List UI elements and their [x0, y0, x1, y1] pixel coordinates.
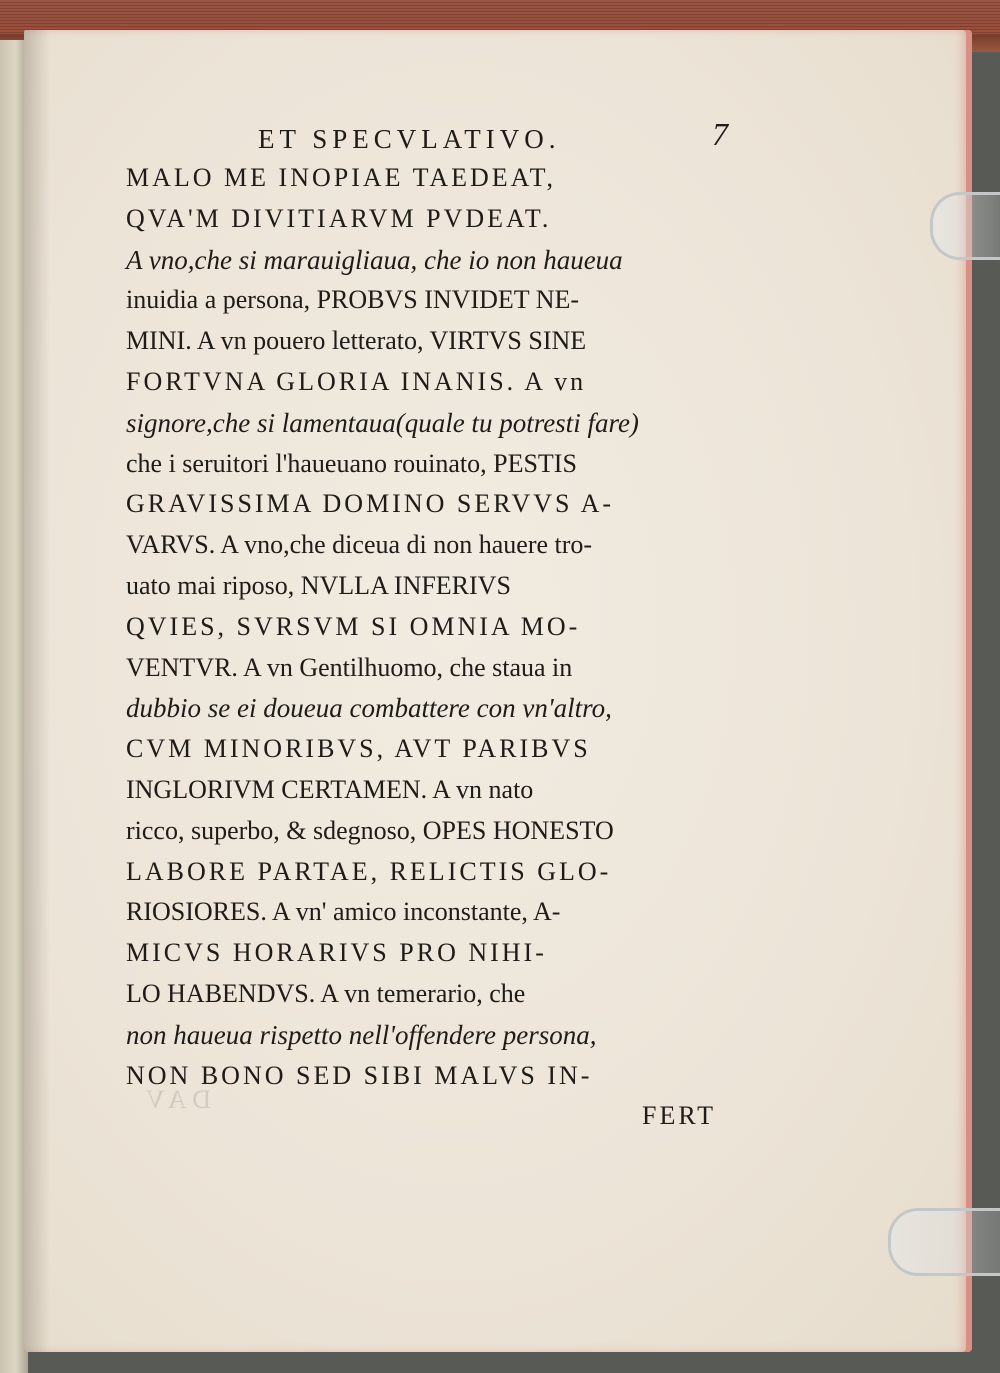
text-line: QVA'M DIVITIARVM PVDEAT.	[126, 203, 552, 233]
text-line: VENTVR. A vn Gentilhuomo, che staua in	[126, 652, 573, 682]
page-text-block	[126, 116, 746, 1137]
text-line: LABORE PARTAE, RELICTIS GLO-	[126, 856, 612, 886]
text-line: LO HABENDVS. A vn temerario, che	[126, 978, 526, 1008]
text-line: inuidia a persona, PROBVS INVIDET NE-	[126, 285, 580, 315]
page-gutter-shadow	[24, 30, 50, 1352]
text-line: INGLORIVM CERTAMEN. A vn nato	[126, 774, 534, 804]
text-line: che i seruitori l'haueuano rouinato, PESTIS	[126, 448, 577, 478]
text-line: GRAVISSIMA DOMINO SERVVS A-	[126, 489, 615, 519]
text-line: MINI. A vn pouero letterato, VIRTVS SINE	[126, 326, 587, 356]
text-line: ricco, superbo, & sdegnoso, OPES HONESTO	[126, 815, 614, 845]
text-line: VARVS. A vno,che diceua di non hauere tro-	[126, 530, 593, 560]
page-number: 7	[712, 116, 728, 152]
running-head: ET SPECVLATIVO.	[258, 124, 561, 154]
text-line: FORTVNA GLORIA INANIS. A vn	[126, 366, 587, 396]
text-line: signore,che si lamentaua(quale tu potresti fare)	[126, 407, 639, 438]
text-line: non haueua rispetto nell'offendere persona,	[126, 1019, 597, 1050]
page-clip-bottom	[888, 1208, 1000, 1276]
text-line: dubbio se ei doueua combattere con vn'altro,	[126, 693, 612, 724]
text-line: CVM MINORIBVS, AVT PARIBVS	[126, 734, 591, 764]
catchword: FERT	[641, 1101, 716, 1131]
text-line: A vno,che si marauigliaua, che io non haueua	[126, 244, 623, 275]
text-line: MALO ME INOPIAE TAEDEAT,	[126, 163, 557, 192]
text-line: RIOSIORES. A vn' amico inconstante, A-	[126, 897, 561, 927]
text-line: MICVS HORARIVS PRO NIHI-	[126, 938, 547, 968]
text-line: uato mai riposo, NVLLA INFERIVS	[126, 570, 511, 600]
page-stack-edge	[0, 0, 1000, 34]
show-through-text: DAV	[140, 1085, 211, 1114]
page-clip-top	[930, 192, 1000, 260]
text-line: QVIES, SVRSVM SI OMNIA MO-	[126, 611, 581, 641]
text-line: NON BONO SED SIBI MALVS IN-	[126, 1060, 593, 1090]
page-header	[126, 116, 746, 158]
